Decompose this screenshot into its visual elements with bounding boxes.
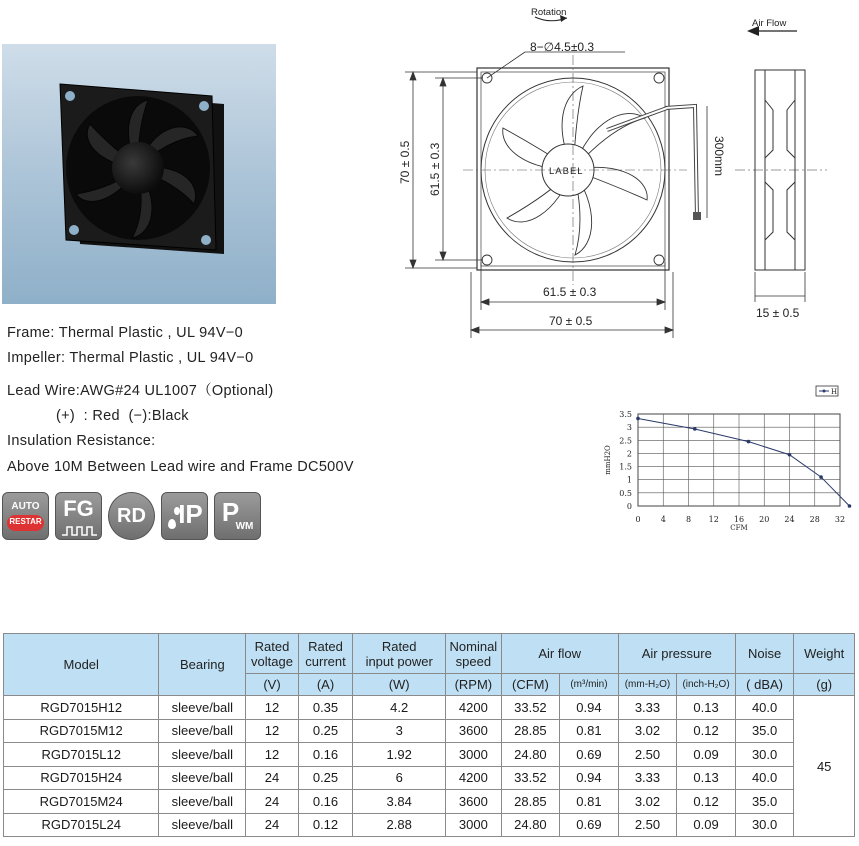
y-tick-label: 1.5	[619, 462, 632, 472]
table-cell: 30.0	[735, 743, 794, 767]
auto-restart-icon: AUTO RESTAR	[2, 492, 49, 540]
data-point	[693, 427, 697, 431]
table-cell: 2.88	[353, 813, 446, 837]
spec-table	[3, 633, 855, 837]
table-cell: 28.85	[501, 790, 560, 814]
table-cell: sleeve/ball	[159, 719, 246, 743]
table-cell: 24.80	[501, 743, 560, 767]
unit-grams: (g)	[794, 674, 855, 696]
y-tick-label: 3.5	[619, 410, 632, 419]
table-cell: RGD7015M24	[4, 790, 159, 814]
table-cell: 0.16	[298, 790, 353, 814]
data-point	[788, 453, 792, 457]
table-row	[4, 743, 855, 767]
table-cell: 3.02	[618, 719, 677, 743]
table-cell: 12	[246, 743, 298, 767]
table-cell: 0.12	[298, 813, 353, 837]
table-cell: 33.52	[501, 696, 560, 720]
table-cell: 28.85	[501, 719, 560, 743]
legend-marker	[823, 390, 826, 393]
table-cell: 3.02	[618, 790, 677, 814]
hub-label: LABEL	[549, 166, 584, 177]
depth-dimension: 15 ± 0.5	[756, 306, 800, 320]
table-cell: 12	[246, 719, 298, 743]
weight-cell: 45	[794, 696, 855, 837]
pressure-flow-chart	[596, 384, 856, 534]
height-outer-dimension: 70 ± 0.5	[398, 140, 412, 184]
table-cell: 2.50	[618, 813, 677, 837]
unit-speed: (RPM)	[446, 674, 502, 696]
table-cell: 0.69	[560, 813, 619, 837]
x-tick-label: 8	[685, 515, 692, 524]
table-cell: 3000	[446, 813, 502, 837]
header-voltage: Rated voltage	[246, 634, 298, 674]
pwm-icon: P WM	[214, 492, 261, 540]
height-inner-dimension: 61.5 ± 0.3	[428, 142, 442, 196]
table-body	[4, 696, 855, 837]
table-cell: 0.09	[677, 743, 736, 767]
table-row	[4, 719, 855, 743]
table-cell: 2.50	[618, 743, 677, 767]
table-cell: 0.81	[560, 719, 619, 743]
table-cell: RGD7015H12	[4, 696, 159, 720]
table-cell: sleeve/ball	[159, 766, 246, 790]
y-tick-label: 2.5	[619, 436, 632, 446]
table-cell: 0.69	[560, 743, 619, 767]
spec-insulation-value: Above 10M Between Lead wire and Frame DC500V	[7, 459, 354, 475]
table-cell: 0.94	[560, 766, 619, 790]
table-cell: 4200	[446, 766, 502, 790]
table-cell: 24	[246, 813, 298, 837]
table-row	[4, 696, 855, 720]
rotation-label: Rotation	[531, 7, 567, 18]
header-model: Model	[4, 634, 159, 696]
table-cell: 0.25	[298, 719, 353, 743]
fan-product-photo	[2, 44, 276, 304]
y-tick-label: 0.5	[619, 488, 632, 498]
y-tick-label: 3	[626, 423, 632, 433]
chart-svg	[596, 384, 856, 534]
table-cell: 3600	[446, 719, 502, 743]
table-cell: 40.0	[735, 696, 794, 720]
table-cell: sleeve/ball	[159, 813, 246, 837]
width-outer-dimension: 70 ± 0.5	[549, 314, 593, 328]
table-cell: 3.84	[353, 790, 446, 814]
table-cell: 6	[353, 766, 446, 790]
table-cell: 35.0	[735, 790, 794, 814]
x-tick-label: 24	[784, 515, 795, 524]
unit-inchh2o: (inch-H₂O)	[677, 674, 736, 696]
spec-impeller: Impeller: Thermal Plastic , UL 94V−0	[7, 350, 254, 366]
header-weight: Weight	[794, 634, 855, 674]
table-cell: RGD7015L12	[4, 743, 159, 767]
table-cell: 24.80	[501, 813, 560, 837]
spec-polarity: (+) : Red (−):Black	[56, 408, 189, 424]
table-cell: RGD7015L24	[4, 813, 159, 837]
table-cell: 3.33	[618, 696, 677, 720]
table-cell: 33.52	[501, 766, 560, 790]
spec-frame: Frame: Thermal Plastic , UL 94V−0	[7, 325, 243, 341]
x-axis-label: CFM	[730, 524, 748, 532]
table-cell: sleeve/ball	[159, 743, 246, 767]
unit-voltage: (V)	[246, 674, 298, 696]
fan-image	[2, 44, 276, 304]
unit-power: (W)	[353, 674, 446, 696]
unit-mmh2o: (mm-H₂O)	[618, 674, 677, 696]
unit-current: (A)	[298, 674, 353, 696]
table-cell: 0.12	[677, 790, 736, 814]
table-cell: 3600	[446, 790, 502, 814]
legend-label: H	[831, 388, 838, 396]
y-tick-label: 0	[626, 502, 632, 511]
data-point	[819, 475, 823, 479]
table-cell: 0.81	[560, 790, 619, 814]
x-tick-label: 12	[708, 515, 719, 524]
table-cell: 12	[246, 696, 298, 720]
header-speed: Nominal speed	[446, 634, 502, 674]
x-tick-label: 20	[759, 515, 770, 524]
x-tick-label: 0	[635, 515, 641, 524]
table-row	[4, 766, 855, 790]
table-cell: 3000	[446, 743, 502, 767]
table-cell: 24	[246, 766, 298, 790]
y-tick-label: 2	[626, 449, 632, 459]
fan-dimension-drawing	[395, 0, 835, 340]
unit-m3: (m³/min)	[560, 674, 619, 696]
x-tick-label: 16	[733, 515, 745, 524]
data-point	[747, 440, 751, 444]
x-tick-label: 4	[660, 515, 666, 524]
table-cell: sleeve/ball	[159, 790, 246, 814]
data-point	[636, 417, 640, 421]
table-cell: 0.13	[677, 696, 736, 720]
header-noise: Noise	[735, 634, 794, 674]
air-flow-label: Air Flow	[752, 18, 787, 29]
table-cell: 0.25	[298, 766, 353, 790]
header-airflow: Air flow	[501, 634, 618, 674]
ip-icon: IP	[161, 492, 208, 540]
table-cell: 0.16	[298, 743, 353, 767]
table-cell: 0.35	[298, 696, 353, 720]
header-bearing: Bearing	[159, 634, 246, 696]
x-tick-label: 28	[809, 515, 820, 524]
rd-icon: RD	[108, 492, 155, 540]
header-current: Rated current	[298, 634, 353, 674]
lead-length-dimension: 300mm	[712, 136, 726, 177]
y-axis-label: mmH2O	[604, 445, 612, 475]
table-cell: 35.0	[735, 719, 794, 743]
side-view	[735, 70, 827, 302]
fg-signal-icon: FG	[55, 492, 102, 540]
unit-cfm: (CFM)	[501, 674, 560, 696]
table-cell: 4200	[446, 696, 502, 720]
table-cell: 3.33	[618, 766, 677, 790]
table-cell: RGD7015M12	[4, 719, 159, 743]
table-cell: 30.0	[735, 813, 794, 837]
y-tick-label: 1	[626, 475, 632, 485]
spec-insulation-title: Insulation Resistance:	[7, 433, 156, 449]
table-row	[4, 813, 855, 837]
table-cell: 0.13	[677, 766, 736, 790]
table-cell: 1.92	[353, 743, 446, 767]
table-cell: 24	[246, 790, 298, 814]
header-power: Rated input power	[353, 634, 446, 674]
hole-dimension: 8−∅4.5±0.3	[530, 40, 595, 54]
table-cell: 4.2	[353, 696, 446, 720]
unit-dba: ( dBA)	[735, 674, 794, 696]
table-cell: 40.0	[735, 766, 794, 790]
table-cell: 3	[353, 719, 446, 743]
table-cell: 0.12	[677, 719, 736, 743]
width-inner-dimension: 61.5 ± 0.3	[543, 285, 597, 299]
table-row	[4, 790, 855, 814]
header-pressure: Air pressure	[618, 634, 735, 674]
table-cell: 0.09	[677, 813, 736, 837]
x-tick-label: 32	[834, 515, 846, 524]
spec-lead-wire: Lead Wire:AWG#24 UL1007（Optional)	[7, 383, 274, 399]
table-cell: sleeve/ball	[159, 696, 246, 720]
data-point	[848, 504, 852, 508]
table-cell: 0.94	[560, 696, 619, 720]
table-cell: RGD7015H24	[4, 766, 159, 790]
